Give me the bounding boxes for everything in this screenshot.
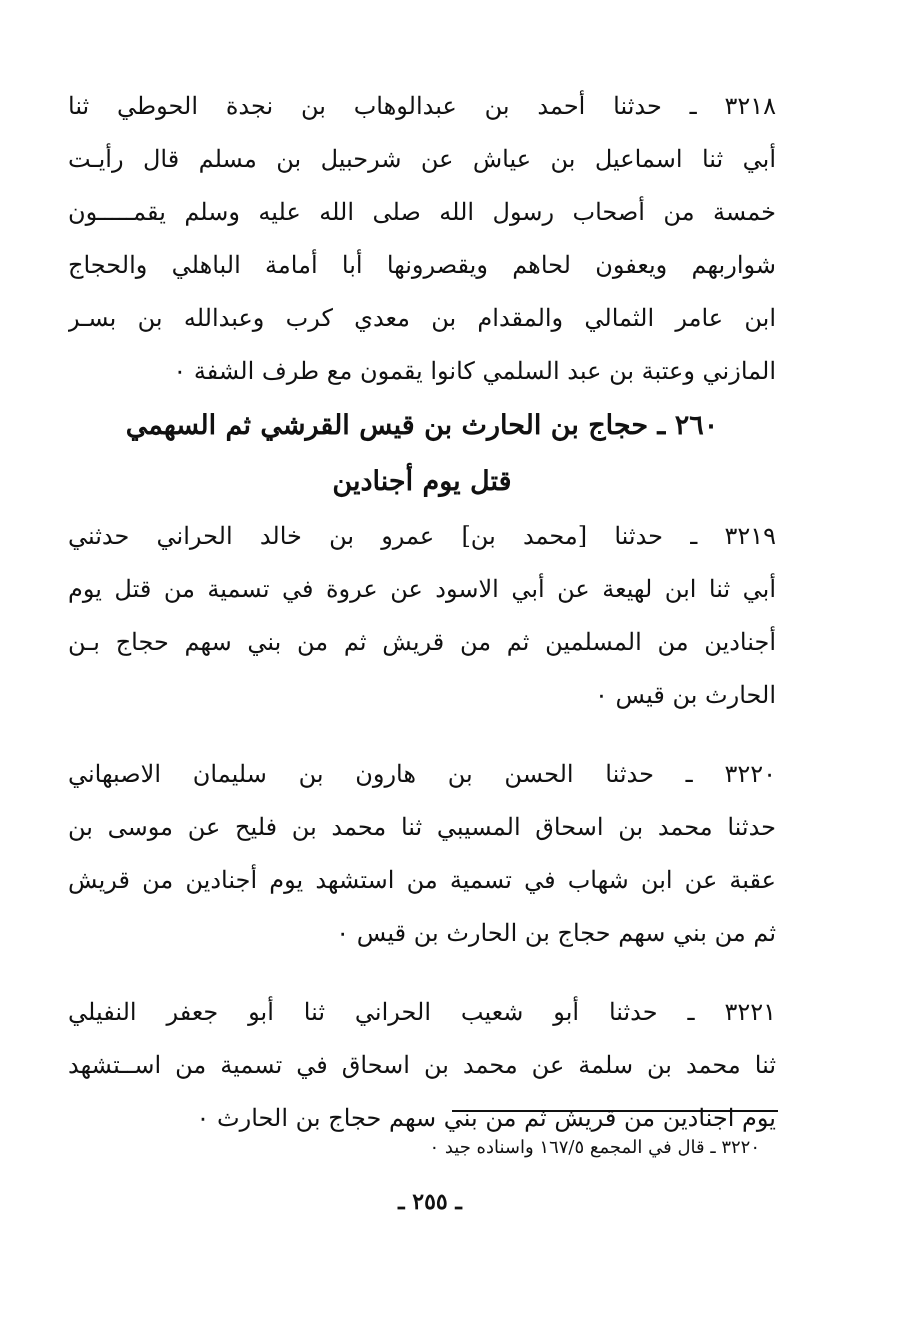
text-line: ابن عامر الثمالي والمقدام بن معدي كرب وعبدالله بن بسـر xyxy=(68,304,776,332)
footnote-divider xyxy=(452,1110,778,1112)
paragraph-gap xyxy=(68,722,776,748)
text-line: شواربهم ويعفون لحاهم ويقصرونها أبا أمامة الباهلي والحجاج xyxy=(68,251,776,279)
text-line: ٣٢٢١ ـ حدثنا أبو شعيب الحراني ثنا أبو جعفر النفيلي xyxy=(68,998,776,1026)
hadith-3219 xyxy=(68,510,776,722)
paragraph-gap xyxy=(68,960,776,986)
page-number: ـ ٢٥٥ ـ xyxy=(398,1189,462,1215)
text-column xyxy=(68,80,776,1145)
text-line: ٣٢١٩ ـ حدثنا [محمد بن] عمرو بن خالد الحراني حدثني xyxy=(68,522,776,550)
footnote: ٣٢٢٠ ـ قال في المجمع ١٦٧/٥ واسناده جيد ٠ xyxy=(429,1137,760,1158)
text-line: ٣٢١٨ ـ حدثنا أحمد بن عبدالوهاب بن نجدة الحوطي ثنا xyxy=(68,92,776,120)
text-line: حدثنا محمد بن اسحاق المسيبي ثنا محمد بن فليح عن موسى بن xyxy=(68,813,776,841)
text-line: الحارث بن قيس ٠ xyxy=(594,681,776,709)
heading-line-1: ٢٦٠ ـ حجاج بن الحارث بن قيس القرشي ثم السهمي xyxy=(125,410,719,441)
text-line: ٣٢٢٠ ـ حدثنا الحسن بن هارون بن سليمان الاصبهاني xyxy=(68,760,776,788)
hadith-3218 xyxy=(68,80,776,398)
text-line: أجنادين من المسلمين ثم من قريش ثم من بني سهم حجاج بـن xyxy=(68,628,776,656)
hadith-3220 xyxy=(68,748,776,960)
text-line: خمسة من أصحاب رسول الله صلى الله عليه وسلم يقمـــــون xyxy=(68,198,776,226)
text-line: ثنا محمد بن سلمة عن محمد بن اسحاق في تسمية من اســتشهد xyxy=(68,1051,776,1079)
text-line: المازني وعتبة بن عبد السلمي كانوا يقمون مع طرف الشفة ٠ xyxy=(173,357,776,385)
text-line: عقبة عن ابن شهاب في تسمية من استشهد يوم أجنادين من قريش xyxy=(68,866,776,894)
section-heading xyxy=(68,398,776,510)
hadith-3221 xyxy=(68,986,776,1145)
heading-line-2: قتل يوم أجنادين xyxy=(332,466,512,497)
text-line: يوم اجنادين من قريش ثم من بني سهم حجاج بن الحارث ٠ xyxy=(196,1104,776,1132)
text-line: أبي ثنا ابن لهيعة عن أبي الاسود عن عروة في تسمية من قتل يوم xyxy=(68,575,776,603)
text-line: أبي ثنا اسماعيل بن عياش عن شرحبيل بن مسلم قال رأيـت xyxy=(68,145,776,173)
text-line: ثم من بني سهم حجاج بن الحارث بن قيس ٠ xyxy=(336,919,776,947)
